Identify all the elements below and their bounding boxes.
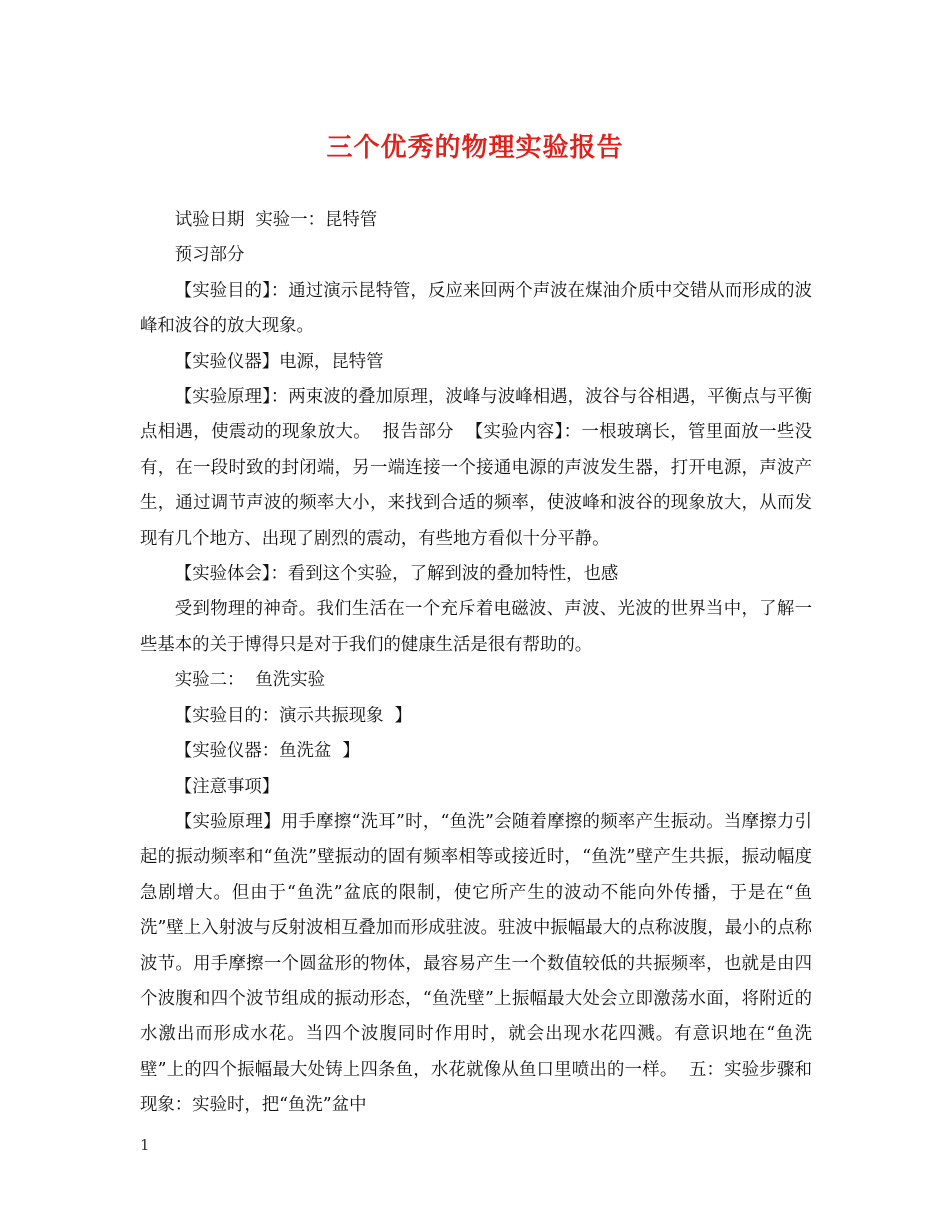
paragraph-experiment-date: 试验日期 实验一：昆特管: [174, 210, 378, 230]
paragraph-experiment-instruments: 【实验仪器】电源，昆特管: [174, 351, 384, 372]
paragraph-precautions: 【注意事项】: [174, 776, 280, 797]
paragraph-preview-section: 预习部分: [174, 245, 245, 266]
paragraph-experiment-reflection: 【实验体会】：看到这个实验，了解到波的叠加特性，也感: [174, 564, 619, 585]
paragraph-experiment-purpose: 【实验目的】：通过演示昆特管，反应来回两个声波在煤油介质中交错从而形成的波峰和波谷的放大现象。: [140, 280, 812, 337]
paragraph-experiment-two: 实验二： 鱼洗实验: [174, 670, 325, 691]
document-body: [140, 203, 812, 1124]
document-title: 三个优秀的物理实验报告: [326, 133, 624, 163]
paragraph-experiment-principle: 【实验原理】：两束波的叠加原理，波峰与波峰相遇，波谷与谷相遇，平衡点与平衡点相遇，使震动的现象放大。 报告部分 【实验内容】：一根玻璃长，管里面放一些没有，在一段时致的封闭端，另一端连接一个接通电源的声波发生器，打开电源，声波产生，通过调节声波的频率大小，来找到合适的频率，使波峰和波谷的现象放大，从而发现有几个地方、出现了剧烈的震动，有些地方看似十分平静。: [140, 387, 812, 549]
page-number: 1: [140, 1136, 150, 1154]
paragraph-reflection-continued: 受到物理的神奇。我们生活在一个充斥着电磁波、声波、光波的世界当中，了解一些基本的关于博得只是对于我们的健康生活是很有帮助的。: [140, 599, 812, 655]
paragraph-experiment-two-principle: 【实验原理】用手摩擦“洗耳”时，“鱼洗”会随着摩擦的频率产生振动。当摩擦力引起的振动频率和“鱼洗”壁振动的固有频率相等或接近时，“鱼洗”壁产生共振，振动幅度急剧增大。但由于“鱼洗”盆底的限制，使它所产生的波动不能向外传播，于是在“鱼洗”壁上入射波与反射波相互叠加而形成驻波。驻波中振幅最大的点称波腹，最小的点称波节。用手摩擦一个圆盆形的物体，最容易产生一个数值较低的共振频率，也就是由四个波腹和四个波节组成的振动形态，“鱼洗壁”上振幅最大处会立即激荡水面，将附近的水激出而形成水花。当四个波腹同时作用时，就会出现水花四溅。有意识地在“鱼洗壁”上的四个振幅最大处铸上四条鱼，水花就像从鱼口里喷出的一样。 五：实验步骤和现象：实验时，把“鱼洗”盆中: [140, 811, 812, 1116]
paragraph-experiment-two-instruments: 【实验仪器：鱼洗盆 】: [174, 741, 360, 762]
paragraph-experiment-two-purpose: 【实验目的：演示共振现象 】: [174, 705, 412, 726]
